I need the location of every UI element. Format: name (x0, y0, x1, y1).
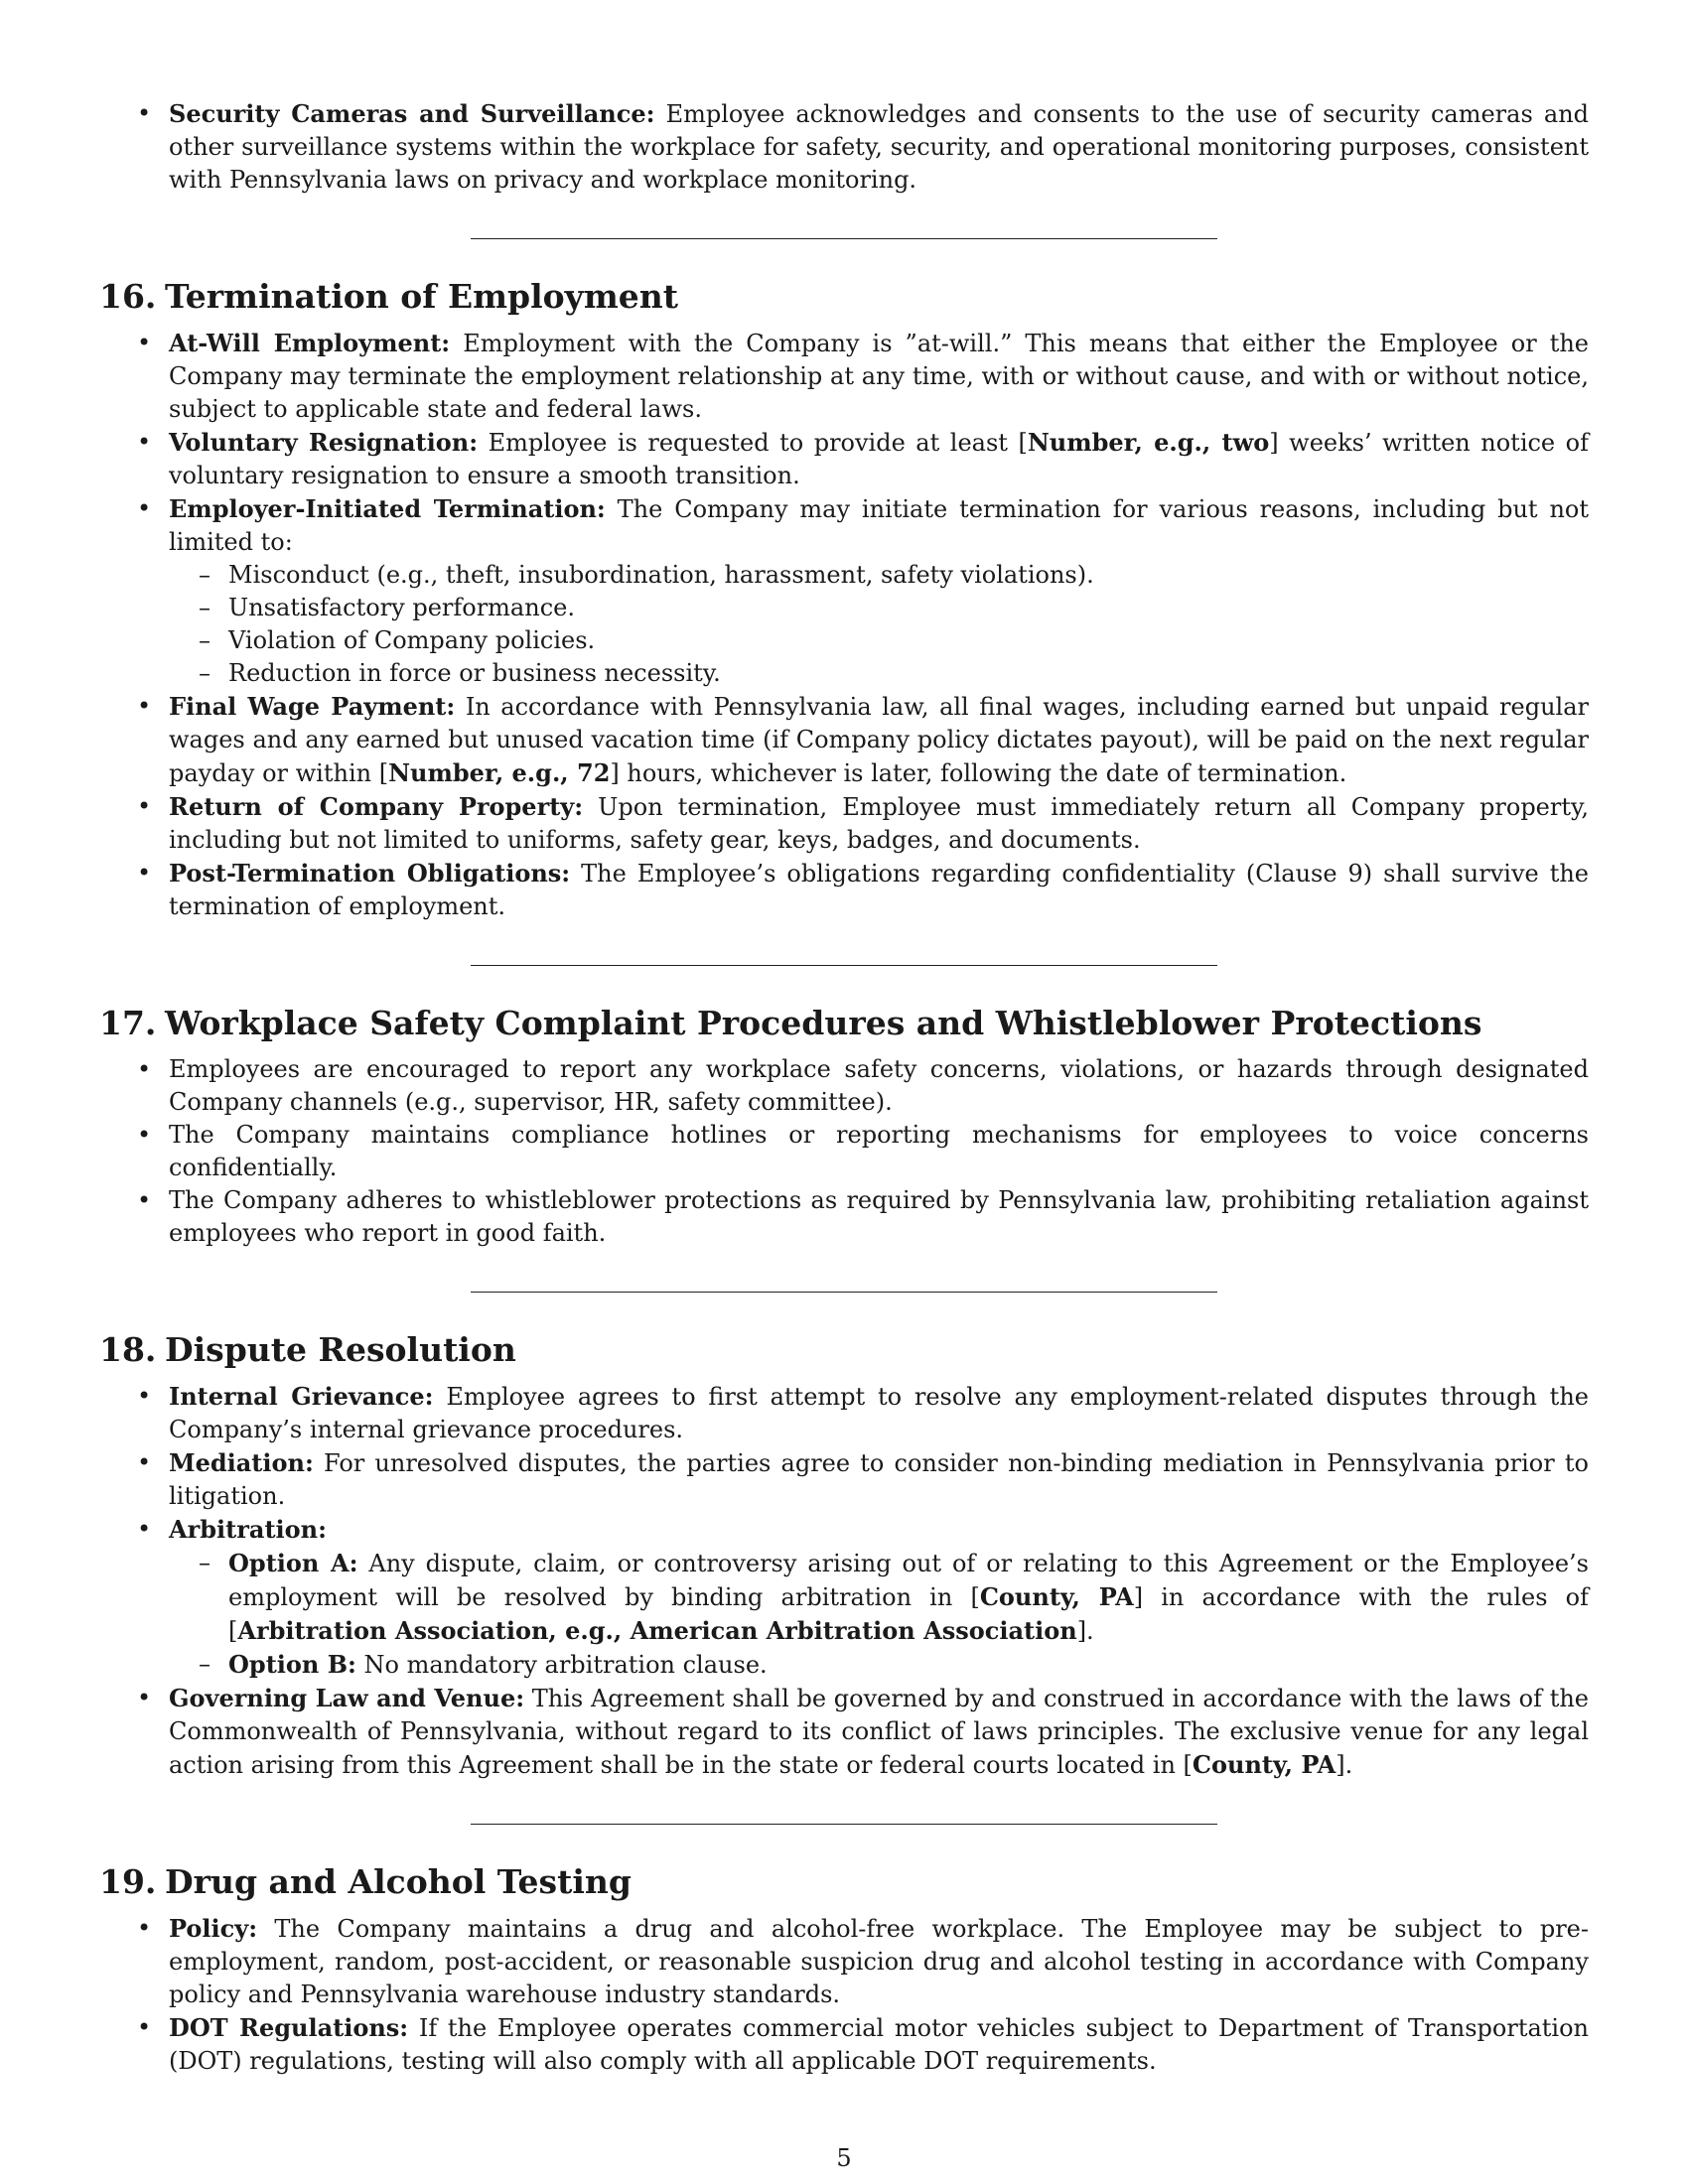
option-label: Option A: (228, 1549, 358, 1577)
sub-list-item (169, 1648, 1589, 1682)
placeholder-field: Number, e.g., two (1027, 428, 1270, 457)
section-number: 16. (99, 277, 157, 316)
section-18-list (99, 1380, 1589, 1782)
section-19-heading (99, 1862, 1589, 1902)
list-item (99, 1446, 1589, 1513)
sub-list-item: – Violation of Company policies. (169, 624, 1589, 657)
item-text: ]. (1076, 1617, 1094, 1645)
section-divider (471, 1292, 1217, 1293)
item-label: Mediation: (169, 1448, 314, 1477)
item-label: Voluntary Resignation: (169, 428, 479, 457)
item-label: Security Cameras and Surveillance: (169, 99, 655, 128)
placeholder-field: Arbitration Association, e.g., American Arbitration Association (237, 1616, 1077, 1645)
section-17-list (99, 1053, 1589, 1250)
section-19-list (99, 1912, 1589, 2078)
page-content (99, 97, 1589, 2078)
item-text: ] hours, whichever is later, following the date of termination. (610, 759, 1347, 787)
list-item (99, 1912, 1589, 2011)
list-item (99, 690, 1589, 790)
section-title: Drug and Alcohol Testing (165, 1862, 632, 1901)
list-item: • The Company maintains compliance hotlines or reporting mechanisms for employees to voice concerns confidentially. (99, 1119, 1589, 1184)
list-item (99, 857, 1589, 923)
item-text: The Company may initiate termination for various reasons, including but not limited to: (169, 495, 1589, 556)
sub-list-item: – Misconduct (e.g., theft, insubordination, harassment, safety violations). (169, 559, 1589, 592)
item-text: ] in accordance with the rules of [ (228, 1583, 1589, 1645)
list-item (99, 97, 1589, 197)
section-divider (471, 238, 1217, 239)
item-text: The Company maintains a drug and alcohol-free workplace. The Employee may be subject to pre-employment, random, post-accident, or reasonable suspicion drug and alcohol testing in accordance with Company policy and Pennsylvania warehouse industry standards. (169, 1915, 1589, 2008)
section-divider (471, 1824, 1217, 1825)
placeholder-field: County, PA (979, 1582, 1134, 1611)
item-label: Policy: (169, 1914, 258, 1943)
item-label: Arbitration: (169, 1515, 327, 1544)
section-divider (471, 965, 1217, 966)
item-text: ] weeks’ written notice of voluntary resignation to ensure a smooth transition. (169, 429, 1589, 489)
item-text: No mandatory arbitration clause. (355, 1651, 768, 1679)
placeholder-field: Number, e.g., 72 (388, 758, 611, 787)
item-text: For unresolved disputes, the parties agree to consider non-binding mediation in Pennsylvania prior to litigation. (169, 1449, 1589, 1510)
item-label: Governing Law and Venue: (169, 1684, 525, 1712)
item-text: If the Employee operates commercial motor vehicles subject to Department of Transportation (DOT) regulations, testing will also comply with all applicable DOT requirements. (169, 2014, 1590, 2075)
item-text: Employee agrees to first attempt to resolve any employment-related disputes through the Company’s internal grievance procedures. (169, 1383, 1589, 1443)
item-label: Post-Termination Obligations: (169, 859, 571, 887)
list-item (99, 1682, 1589, 1782)
section-16-list (99, 327, 1589, 923)
section-number: 17. (99, 1004, 157, 1042)
item-text: Employee is requested to provide at least [ (478, 429, 1028, 457)
item-text: Employee acknowledges and consents to the use of security cameras and other surveillance systems within the workplace for safety, security, and operational monitoring purposes, consistent with Pennsylvania laws on privacy and workplace monitoring. (169, 100, 1590, 194)
item-label: Internal Grievance: (169, 1382, 434, 1411)
termination-reasons-list (169, 559, 1589, 690)
item-text: Employment with the Company is ”at-will.” This means that either the Employee or the Company may terminate the employment relationship at any time, with or without cause, and with or without notice, subject to applicable state and federal laws. (169, 330, 1589, 423)
sub-list-item (169, 1547, 1589, 1648)
section-title: Dispute Resolution (165, 1330, 516, 1369)
item-text: This Agreement shall be governed by and construed in accordance with the laws of the Commonwealth of Pennsylvania, without regard to its conflict of laws principles. The exclusive venue for any legal action arising from this Agreement shall be in the state or federal courts located in [ (169, 1685, 1589, 1779)
item-text: ]. (1336, 1751, 1353, 1779)
item-text: In accordance with Pennsylvania law, all final wages, including earned but unpaid regular wages and any earned but unused vacation time (if Company policy dictates payout), will be paid on the next regular payday or within [ (169, 693, 1590, 787)
section-number: 18. (99, 1330, 157, 1369)
item-text: The Employee’s obligations regarding confidentiality (Clause 9) shall survive the termination of employment. (169, 860, 1589, 920)
list-item (99, 1380, 1589, 1446)
section-title: Workplace Safety Complaint Procedures and Whistleblower Protections (165, 1004, 1482, 1042)
section-18-heading (99, 1330, 1589, 1370)
list-item (99, 492, 1589, 690)
item-label: DOT Regulations: (169, 2013, 409, 2042)
list-item (99, 426, 1589, 492)
sub-list-item: – Unsatisfactory performance. (169, 592, 1589, 624)
list-item (99, 2011, 1589, 2078)
sub-list-item: – Reduction in force or business necessity. (169, 657, 1589, 690)
section-16-heading (99, 277, 1589, 317)
list-item: • Employees are encouraged to report any workplace safety concerns, violations, or hazards through designated Company channels (e.g., supervisor, HR, safety committee). (99, 1053, 1589, 1119)
list-item (99, 327, 1589, 426)
section-number: 19. (99, 1862, 157, 1901)
item-label: Employer-Initiated Termination: (169, 494, 606, 523)
item-label: At-Will Employment: (169, 329, 451, 357)
surveillance-list (99, 97, 1589, 197)
page-number: 5 (836, 2144, 852, 2172)
item-label: Return of Company Property: (169, 792, 584, 821)
arbitration-options-list (169, 1547, 1589, 1682)
option-label: Option B: (228, 1650, 356, 1679)
list-item: • The Company adheres to whistleblower protections as required by Pennsylvania law, prohibiting retaliation against employees who report in good faith. (99, 1184, 1589, 1250)
item-text: Upon termination, Employee must immediately return all Company property, including but not limited to uniforms, safety gear, keys, badges, and documents. (169, 793, 1589, 854)
item-label: Final Wage Payment: (169, 692, 456, 721)
placeholder-field: County, PA (1192, 1750, 1336, 1779)
list-item (99, 1513, 1589, 1682)
list-item (99, 790, 1589, 857)
item-text: Any dispute, claim, or controversy arising out of or relating to this Agreement or the Employee’s employment will be resolved by binding arbitration in [ (228, 1550, 1589, 1611)
section-title: Termination of Employment (165, 277, 678, 316)
section-17-heading (99, 1004, 1589, 1043)
